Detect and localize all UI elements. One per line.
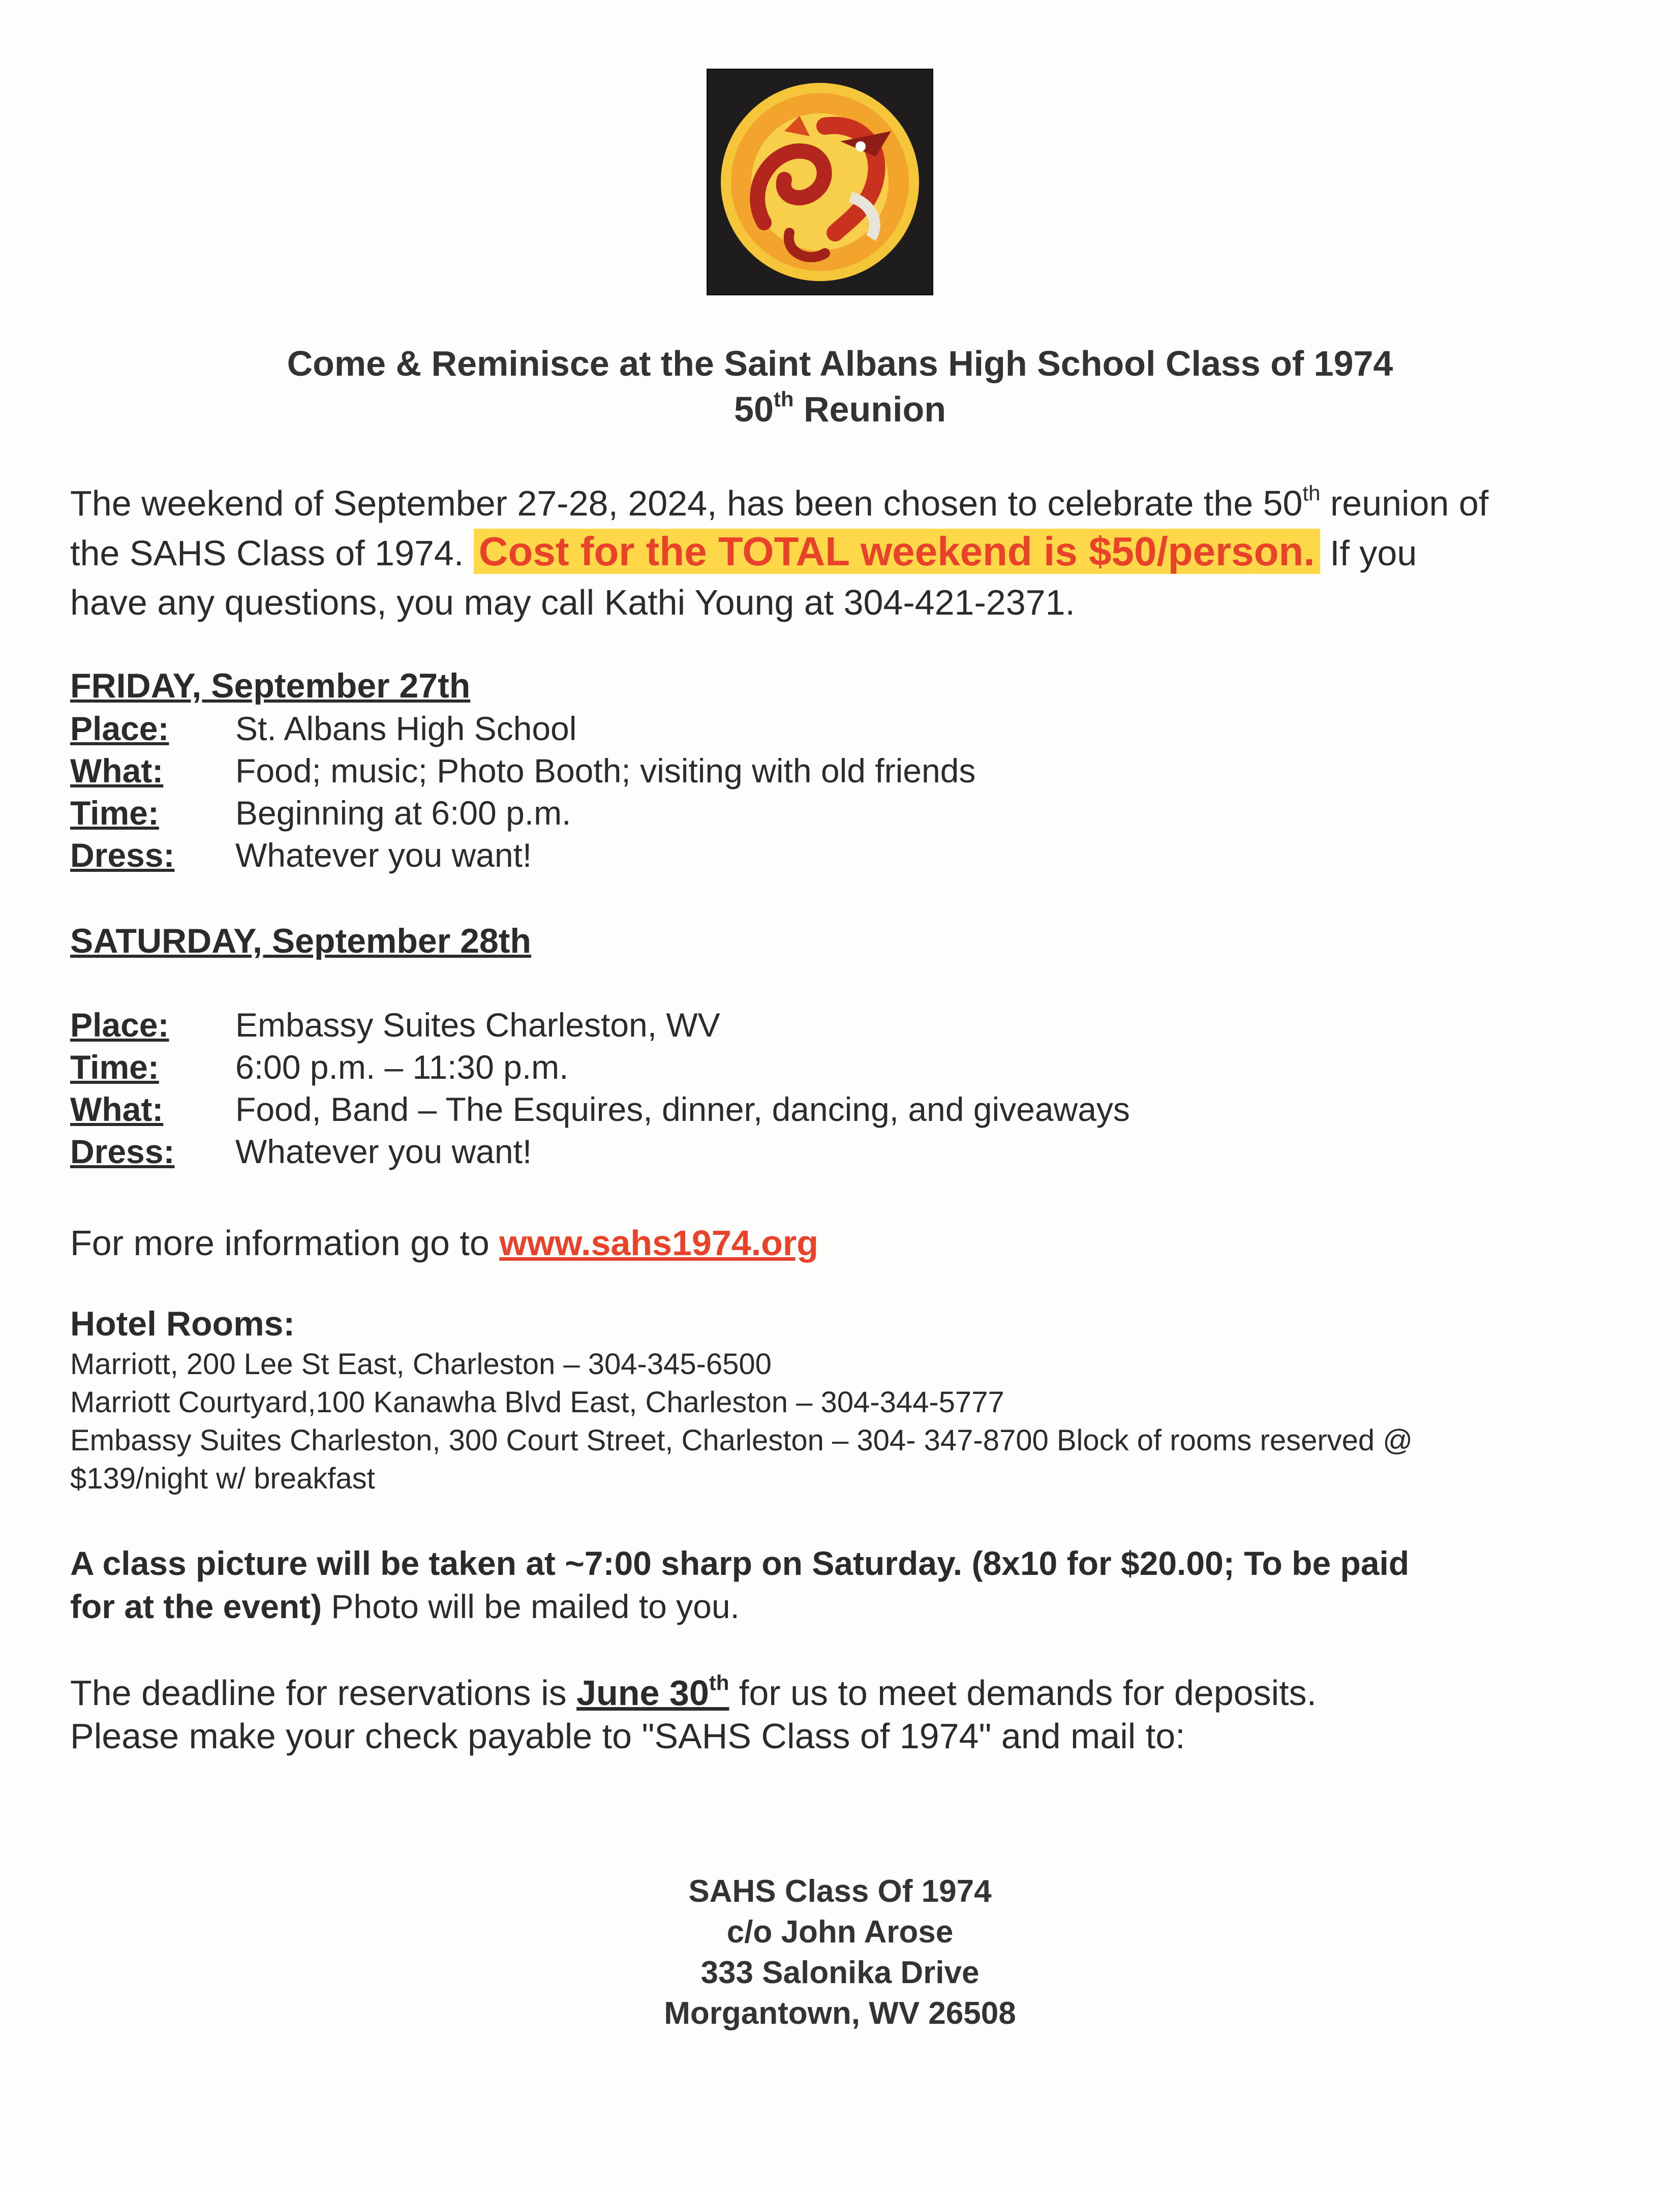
hotel-line-3: Embassy Suites Charleston, 300 Court Street, Charleston – 304- 347-8700 Block of rooms reserved @ xyxy=(70,1424,1413,1457)
cost-highlight: Cost for the TOTAL weekend is $50/person. xyxy=(474,529,1320,574)
address-line-3: 333 Salonika Drive xyxy=(700,1955,980,1990)
photo-line-2 xyxy=(70,1584,1595,1629)
address-line-1: SAHS Class Of 1974 xyxy=(688,1874,992,1909)
subtitle-sup: th xyxy=(773,387,794,411)
deadline-text-a: The deadline for reservations is xyxy=(70,1673,577,1713)
dragon-icon xyxy=(708,70,932,294)
deadline-line-1 xyxy=(70,1670,1595,1716)
saturday-what-label: What: xyxy=(70,1090,164,1128)
intro-text-b: reunion of xyxy=(1320,483,1489,523)
intro-text-a: The weekend of September 27-28, 2024, has been chosen to celebrate the 50 xyxy=(70,483,1303,523)
friday-dress-label: Dress: xyxy=(70,836,175,874)
subtitle-rest: Reunion xyxy=(793,389,946,429)
address-line-2: c/o John Arose xyxy=(726,1914,954,1950)
page-title: Come & Reminisce at the Saint Albans High School Class of 1974 xyxy=(287,344,1393,383)
friday-time-value: Beginning at 6:00 p.m. xyxy=(235,794,571,832)
photo-line-1: A class picture will be taken at ~7:00 sharp on Saturday. (8x10 for $20.00; To be paid xyxy=(70,1544,1410,1582)
hotel-rooms-heading: Hotel Rooms: xyxy=(70,1304,295,1343)
intro-line-1 xyxy=(70,480,1595,526)
saturday-time-value: 6:00 p.m. – 11:30 p.m. xyxy=(235,1048,569,1086)
deadline-line-2: Please make your check payable to "SAHS Class of 1974" and mail to: xyxy=(70,1716,1185,1756)
intro-if-you: If you xyxy=(1330,533,1417,573)
dragon-50-logo xyxy=(707,69,933,295)
page-subtitle xyxy=(0,389,1680,430)
intro-sup: th xyxy=(1302,481,1321,505)
address-line-4: Morgantown, WV 26508 xyxy=(664,1996,1016,2031)
more-info-text: For more information go to xyxy=(70,1223,500,1263)
friday-time-label: Time: xyxy=(70,794,159,832)
website-link[interactable]: www.sahs1974.org xyxy=(499,1223,818,1263)
photo-bold-text: for at the event) xyxy=(70,1588,322,1625)
friday-heading: FRIDAY, September 27th xyxy=(70,666,471,705)
saturday-dress-label: Dress: xyxy=(70,1133,175,1170)
saturday-place-label: Place: xyxy=(70,1006,169,1044)
hotel-line-1: Marriott, 200 Lee St East, Charleston – 304-345-6500 xyxy=(70,1348,772,1381)
friday-place-label: Place: xyxy=(70,710,169,747)
deadline-date-sup: th xyxy=(709,1670,729,1695)
friday-what-value: Food; music; Photo Booth; visiting with old friends xyxy=(235,752,976,789)
deadline-date-main: June 30 xyxy=(576,1673,709,1713)
hotel-line-2: Marriott Courtyard,100 Kanawha Blvd East, Charleston – 304-344-5777 xyxy=(70,1386,1004,1419)
saturday-time-label: Time: xyxy=(70,1048,159,1086)
intro-line-2 xyxy=(70,529,1595,576)
intro-class-text: the SAHS Class of 1974. xyxy=(70,533,464,573)
saturday-heading: SATURDAY, September 28th xyxy=(70,922,531,960)
saturday-what-value: Food, Band – The Esquires, dinner, dancing, and giveaways xyxy=(235,1090,1130,1128)
more-info-line xyxy=(70,1220,1595,1266)
saturday-dress-value: Whatever you want! xyxy=(235,1133,532,1170)
deadline-date xyxy=(576,1670,729,1713)
subtitle-number: 50 xyxy=(734,389,774,429)
friday-place-value: St. Albans High School xyxy=(235,710,577,747)
hotel-line-4: $139/night w/ breakfast xyxy=(70,1462,375,1495)
friday-dress-value: Whatever you want! xyxy=(235,836,532,874)
saturday-place-value: Embassy Suites Charleston, WV xyxy=(235,1006,720,1044)
photo-rest-text: Photo will be mailed to you. xyxy=(322,1588,740,1625)
intro-line-3: have any questions, you may call Kathi Young at 304-421-2371. xyxy=(70,583,1075,622)
deadline-text-b: for us to meet demands for deposits. xyxy=(729,1673,1317,1713)
friday-what-label: What: xyxy=(70,752,164,789)
